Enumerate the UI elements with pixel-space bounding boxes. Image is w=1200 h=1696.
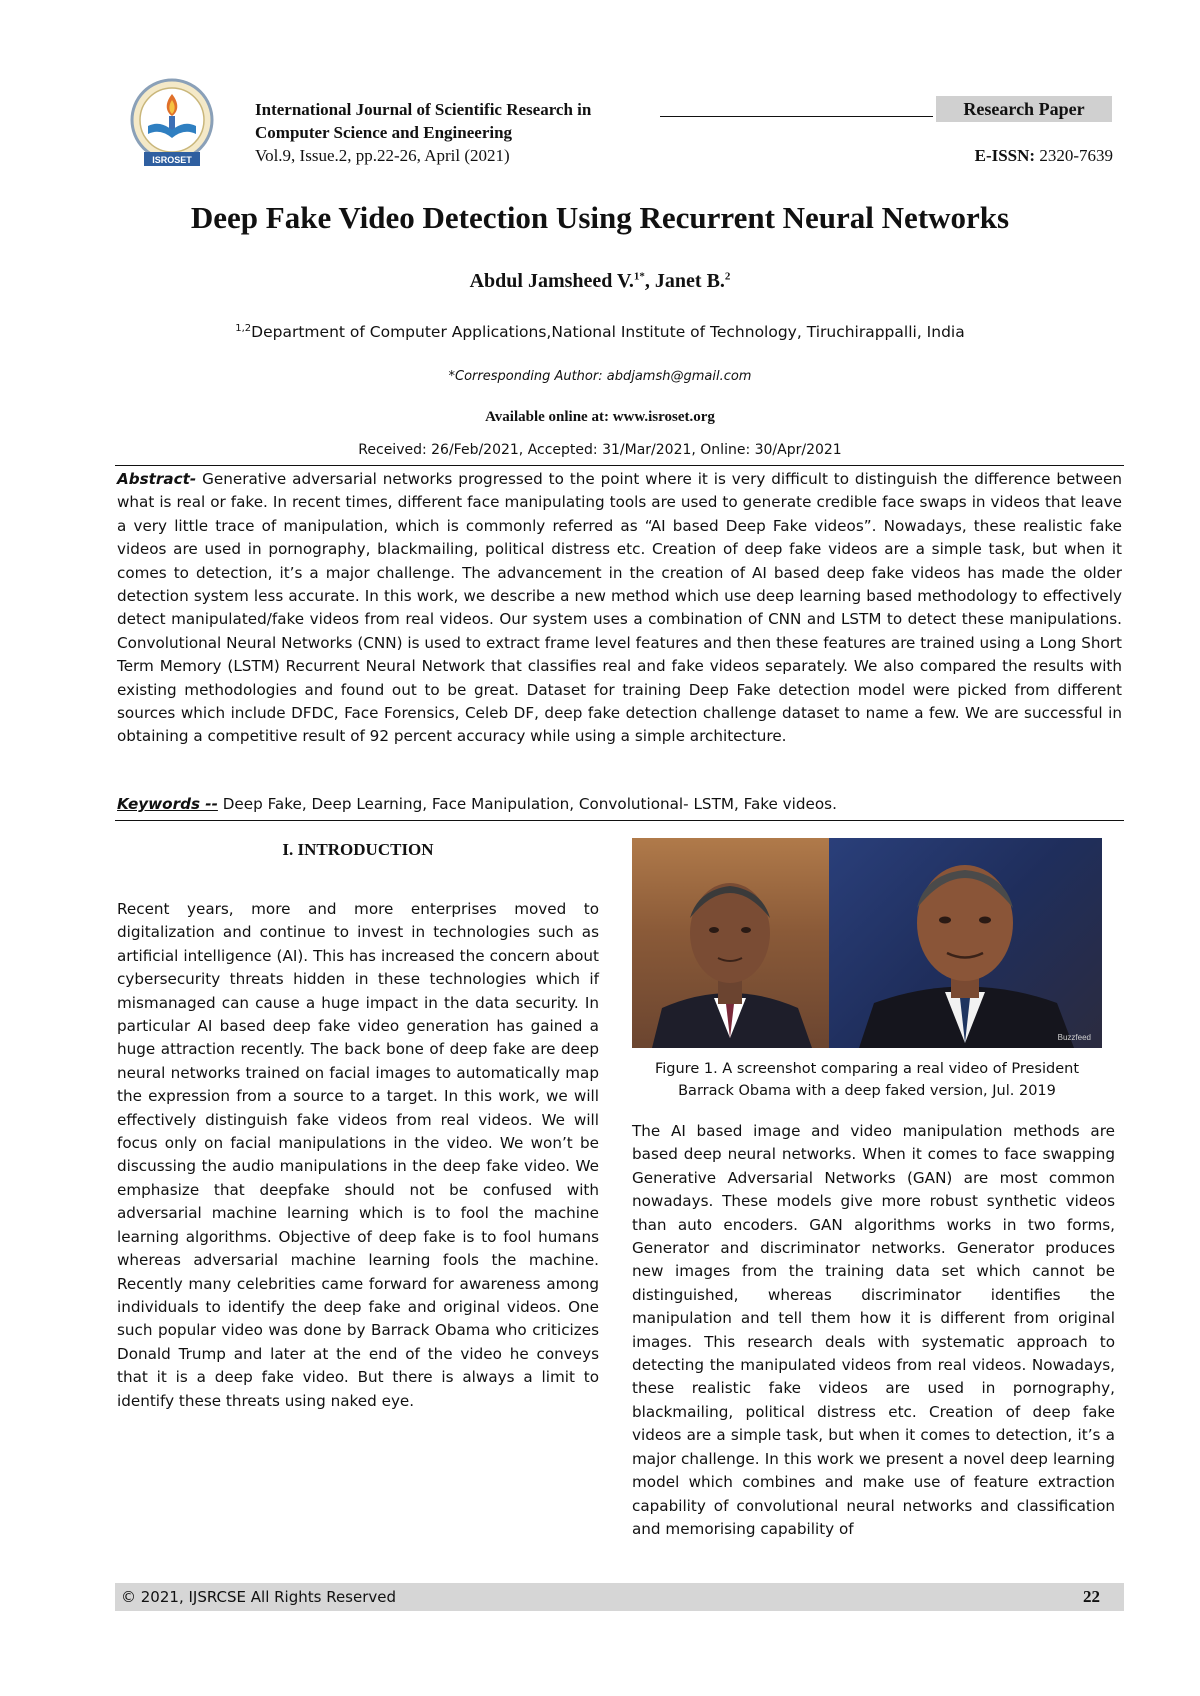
figure-1 xyxy=(632,838,1102,1048)
portrait-real-image xyxy=(632,838,829,1048)
author-separator: , xyxy=(644,270,655,292)
header-rule xyxy=(660,116,933,117)
abstract xyxy=(117,468,1122,749)
affiliation xyxy=(0,323,1200,341)
divider-top xyxy=(115,465,1124,466)
abstract-label: Abstract- xyxy=(117,470,197,488)
author-2: Janet B. xyxy=(654,270,725,292)
authors xyxy=(0,270,1200,293)
issn-value: 2320-7639 xyxy=(1039,146,1113,165)
author-2-sup: 2 xyxy=(724,270,731,283)
right-column xyxy=(632,1120,1115,1541)
portrait-fake-image xyxy=(829,838,1102,1048)
author-1-sup: 1* xyxy=(633,270,645,283)
available-online: Available online at: www.isroset.org xyxy=(485,409,715,425)
keywords-text: Deep Fake, Deep Learning, Face Manipulation, Convolutional- LSTM, Fake videos. xyxy=(217,795,837,813)
right-column-text: The AI based image and video manipulation methods are based deep neural networks. When it comes to face swapping Generative Adversarial Networks (GAN) are most common nowadays. These models give more robust synthetic videos than auto encoders. GAN algorithms works in two forms, Generator and discriminator networks. Generator produces new images from the training data set which cannot be distinguished, whereas discriminator identifies the manipulation and tell them how it is different from original images. This research deals with systematic approach to detecting the manipulated videos from real videos. Nowadays, these realistic fake videos are used in pornography, blackmailing, political distress etc. Creation of deep fake videos are a simple task, but when it comes to detection, it’s a major challenge. In this work we present a novel deep learning model which combines and make use of feature extraction capability of convolutional neural networks and classification and memorising capability of xyxy=(632,1122,1115,1538)
journal-name-line2: Computer Science and Engineering xyxy=(255,123,513,142)
page-number: 22 xyxy=(1083,1587,1100,1606)
author-1: Abdul Jamsheed V. xyxy=(469,270,634,292)
page-footer xyxy=(115,1583,1124,1611)
paper-title: Deep Fake Video Detection Using Recurrent Neural Networks xyxy=(190,200,1010,235)
figure-real-video-panel xyxy=(632,838,829,1048)
journal-logo xyxy=(112,76,232,176)
figure-fake-video-panel xyxy=(829,838,1102,1048)
figure-caption: Figure 1. A screenshot comparing a real video of President Barrack Obama with a deep faked version, Jul. 2019 xyxy=(654,1061,1080,1099)
keywords xyxy=(117,795,1122,813)
corresponding-author: *Corresponding Author: abdjamsh@gmail.com xyxy=(448,369,752,384)
received-dates: Received: 26/Feb/2021, Accepted: 31/Mar/2021, Online: 30/Apr/2021 xyxy=(358,442,842,458)
paper-type-badge: Research Paper xyxy=(936,96,1112,122)
affiliation-text: Department of Computer Applications,National Institute of Technology, Tiruchirappalli, India xyxy=(251,323,965,342)
issn xyxy=(975,146,1113,166)
introduction-text: Recent years, more and more enterprises moved to digitalization and continue to invest in technologies such as artificial intelligence (AI). This has increased the concern about cybersecurity threats hidden in these technologies which if mismanaged can cause a huge impact in the data security. In particular AI based deep fake video generation has gained a huge attraction recently. The back bone of deep fake are deep neural networks trained on facial images to automatically map the expression from a source to a target. In this work, we will effectively distinguish fake videos from real videos. We will focus only on facial manipulations in the video. We won’t be discussing the audio manipulations in the deep fake video. We emphasize that deepfake should not be confused with adversarial machine learning which is to fool the machine learning algorithms. Objective of deep fake is to fool humans whereas adversarial machine learning fools the machine. Recently many celebrities came forward for awareness among individuals to identify the deep fake and original videos. One such popular video was done by Barrack Obama who criticizes Donald Trump and later at the end of the video he conveys that it is a deep fake video. But there is always a limit to identify these threats using naked eye. xyxy=(117,900,599,1410)
logo-text: ISROSET xyxy=(152,155,192,165)
introduction-section xyxy=(117,840,599,1413)
keywords-label: Keywords -- xyxy=(117,795,218,813)
abstract-text: Generative adversarial networks progressed to the point where it is very difficult to distinguish the difference between what is real or fake. In recent times, different face manipulating tools are used to generate credible face swaps in videos that leave a very little trace of manipulation, which is commonly referred as “AI based Deep Fake videos”. Nowadays, these realistic fake videos are used in pornography, blackmailing, political distress etc. Creation of deep fake videos are a simple task, but when it comes to detection, it’s a major challenge. The advancement in the creation of AI based deep fake videos has made the older detection system less accurate. In this work, we describe a new method which use deep learning based methodology to effectively detect manipulated/fake videos from real videos. Our system uses a combination of CNN and LSTM to detect these manipulations. Convolutional Neural Networks (CNN) is used to extract frame level features and then these features are trained using a Long Short Term Memory (LSTM) Recurrent Neural Network that classifies real and fake videos separately. We also compared the results with existing methodologies and found out to be great. Dataset for training Deep Fake detection model were picked from different sources which include DFDC, Face Forensics, Celeb DF, deep fake detection challenge dataset to name a few. We are successful in obtaining a competitive result of 92 percent accuracy while using a simple architecture. xyxy=(117,470,1122,746)
journal-name-line1: International Journal of Scientific Research in xyxy=(255,100,592,119)
issn-label: E-ISSN: xyxy=(974,146,1036,165)
volume-info: Vol.9, Issue.2, pp.22-26, April (2021) xyxy=(255,146,510,165)
copyright: © 2021, IJSRCSE All Rights Reserved xyxy=(121,1588,397,1606)
divider-bottom xyxy=(115,820,1124,821)
figure-watermark: Buzzfeed xyxy=(1057,1033,1091,1042)
section-heading: I. INTRODUCTION xyxy=(282,840,434,859)
affiliation-sup: 1,2 xyxy=(235,323,252,334)
